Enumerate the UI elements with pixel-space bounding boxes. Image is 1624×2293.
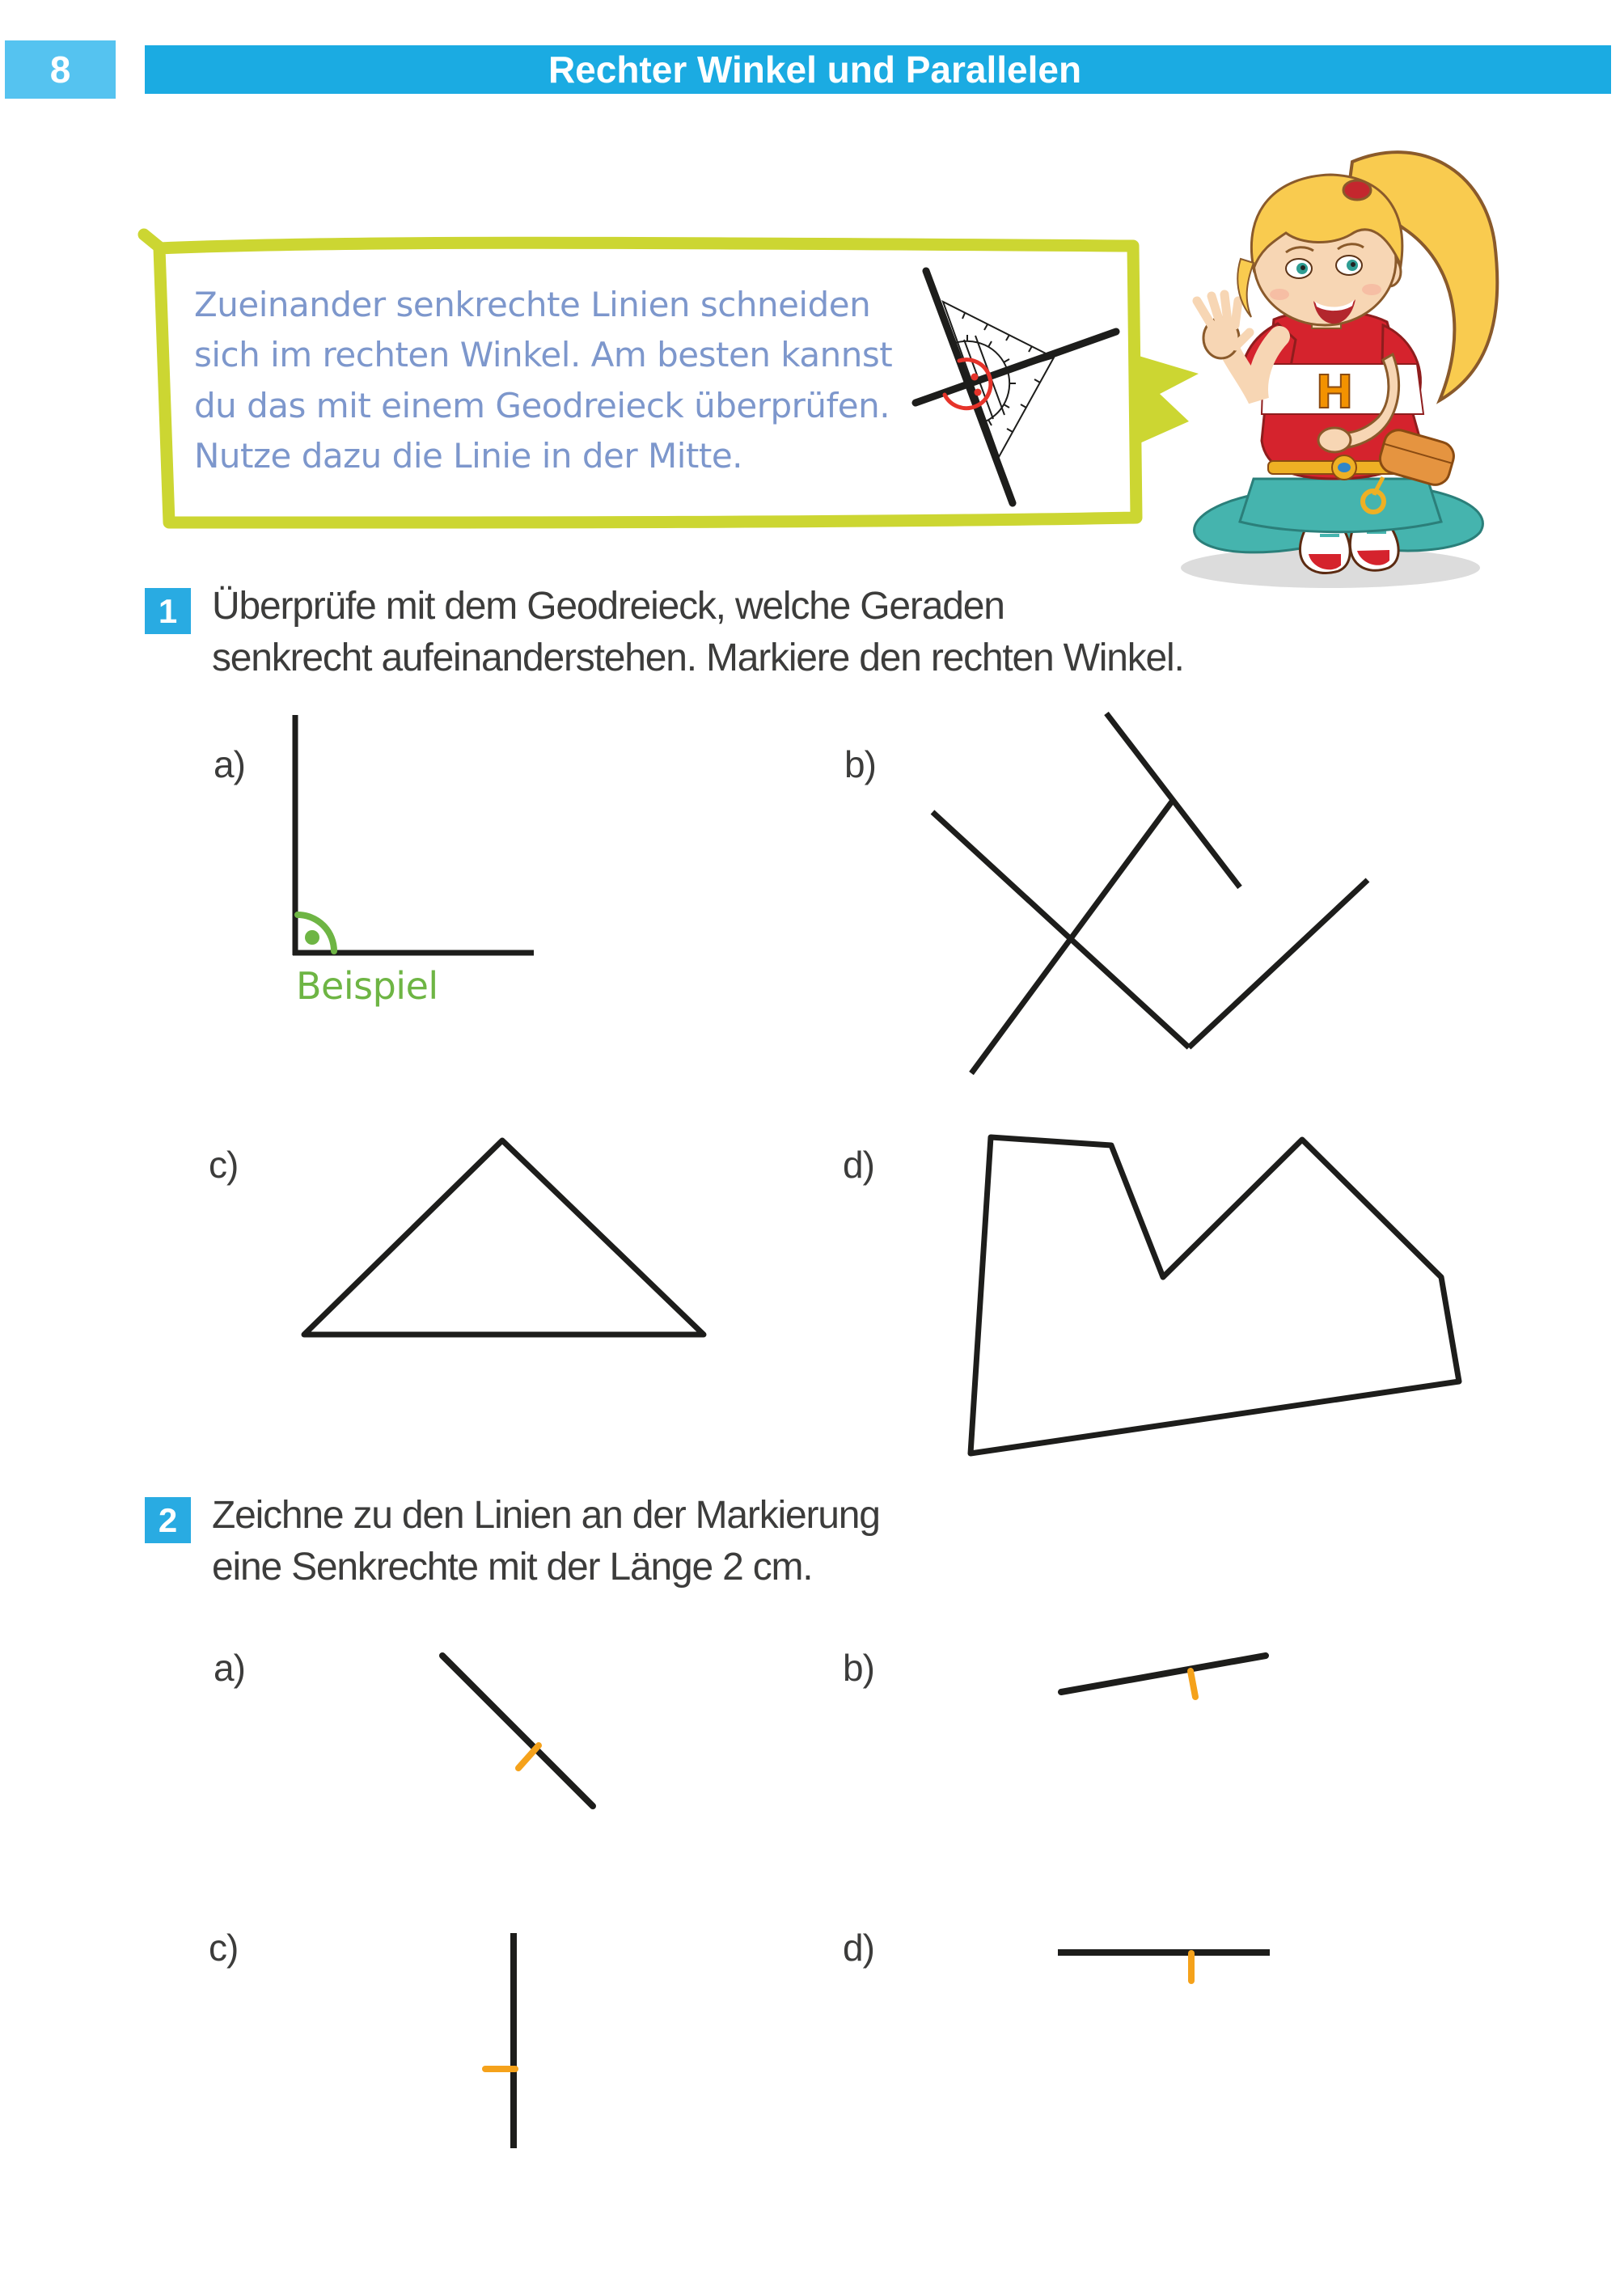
task-2-instruction-line-2: eine Senkrechte mit der Länge 2 cm. [212,1546,813,1589]
bubble-text-line-4: Nutze dazu die Linie in der Mitte. [194,436,743,476]
girl-illustration [1181,152,1497,588]
figure-2c-label: c) [209,1927,239,1969]
figure-2c-drawing [485,1933,515,2148]
right-angle-dot [305,930,319,945]
mark-2b [1191,1671,1195,1697]
mark-2a [518,1745,539,1768]
figure-1c-label: c) [209,1144,239,1186]
task-1-number-badge [145,588,191,634]
figure-2d-label: d) [843,1927,874,1969]
figure-2b-drawing [1061,1656,1266,1697]
task-2-instruction-line-1: Zeichne zu den Linien an der Markierung [212,1494,880,1537]
page-number: 8 [49,49,71,91]
task-1-number: 1 [158,591,178,630]
bubble-text-line-3: du das mit einem Geodreieck überprüfen. [194,386,890,425]
figure-2b-label: b) [843,1647,874,1689]
shirt-letter: H [1315,366,1354,419]
figure-2a-drawing [442,1656,593,1806]
figure-1a-label: a) [214,743,245,785]
bubble-text-line-1: Zueinander senkrechte Linien schneiden [194,285,871,324]
figure-2d-drawing [1058,1952,1270,1981]
task-2-number: 2 [158,1500,178,1539]
bubble-text-line-2: sich im rechten Winkel. Am besten kannst [194,335,893,374]
example-label: Beispiel [296,964,438,1008]
hair-tie [1343,180,1371,200]
figure-2a-label: a) [214,1647,245,1689]
figure-1b-drawing [933,713,1368,1073]
chapter-title: Rechter Winkel und Parallelen [548,49,1082,91]
figure-1c-drawing [304,1140,704,1335]
figure-1d-drawing [971,1137,1459,1453]
figure-1a-drawing [293,715,534,955]
task-2-number-badge [145,1497,191,1543]
task-1-instruction-line-1: Überprüfe mit dem Geodreieck, welche Geraden [212,585,1004,628]
figure-1b-label: b) [844,743,876,785]
figure-1d-label: d) [843,1144,874,1186]
task-1-instruction-line-2: senkrecht aufeinanderstehen. Markiere den rechten Winkel. [212,637,1184,679]
